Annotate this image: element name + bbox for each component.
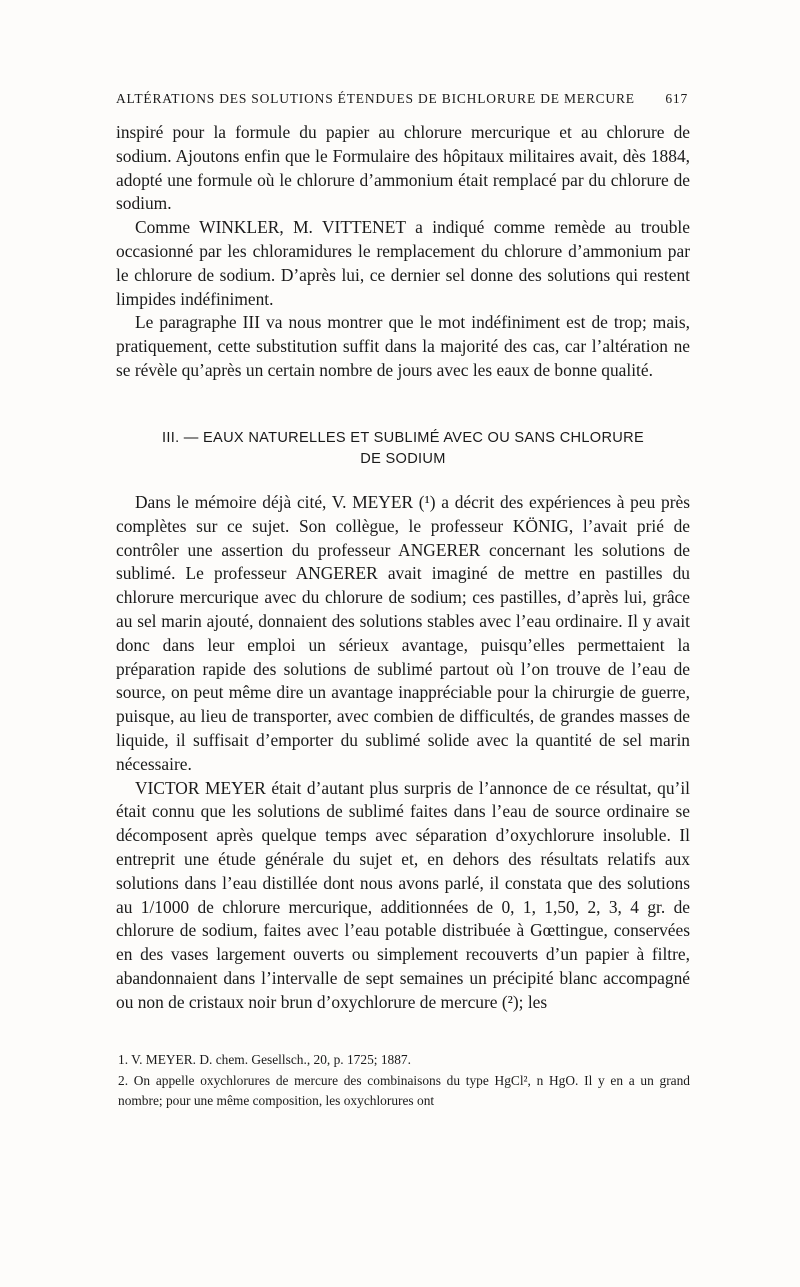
running-header [116,91,688,107]
paragraph: Le paragraphe III va nous montrer que le mot indéfiniment est de trop; mais, pratiquement, cette substitution suffit dans la majorité des cas, car l’altération ne se révèle qu’après un certain nombre de jours avec les eaux de bonne qualité. [116,312,690,380]
running-title: ALTÉRATIONS DES SOLUTIONS ÉTENDUES DE BICHLORURE DE MERCURE [116,91,635,106]
section-heading-line: III. — EAUX NATURELLES ET SUBLIMÉ AVEC OU SANS CHLORURE [162,430,644,446]
section-heading-line: DE SODIUM [360,451,446,467]
section-heading [116,428,690,470]
paragraph: Dans le mémoire déjà cité, V. MEYER (¹) a décrit des expériences à peu près complètes sur ce sujet. Son collègue, le professeur KÖNIG, l’avait prié de contrôler une assertion du professeur ANGERER concernant les solutions de sublimé. Le professeur ANGERER avait imaginé de mettre en pastilles du chlorure mercurique avec du chlorure de sodium; ces pastilles, d’après lui, grâce au sel marin ajouté, donnaient des solutions stables avec l’eau ordinaire. Il y avait donc dans leur emploi un sérieux avantage, puisqu’elles permettaient la préparation rapide des solutions de sublimé partout où l’on trouve de l’eau de source, on peut même dire un avantage inappréciable pour la chirurgie de guerre, puisque, au lieu de transporter, avec combien de difficultés, de grandes masses de liquide, il suffisait d’emporter du sublimé solide avec la quantité de sel marin nécessaire. [116,492,690,774]
page-number: 617 [665,91,688,106]
text-block-top [116,121,690,383]
paragraph: Comme WINKLER, M. VITTENET a indiqué comme remède au trouble occasionné par les chloramidures le remplacement du chlorure d’ammonium par le chlorure de sodium. D’après lui, ce dernier sel donne des solutions qui restent limpides indéfiniment. [116,217,690,309]
paragraph: inspiré pour la formule du papier au chlorure mercurique et au chlorure de sodium. Ajoutons enfin que le Formulaire des hôpitaux militaires avait, dès 1884, adopté une formule où le chlorure d’ammonium était remplacé par du chlorure de sodium. [116,122,690,214]
footnote: 1. V. MEYER. D. chem. Gesellsch., 20, p. 1725; 1887. [118,1052,411,1067]
footnote: 2. On appelle oxychlorures de mercure des combinaisons du type HgCl², n HgO. Il y en a un grand nombre; pour une même composition, les oxychlorures ont [118,1072,690,1108]
text-block-bottom [116,491,690,1015]
footnotes [112,1050,690,1112]
paragraph: VICTOR MEYER était d’autant plus surpris de l’annonce de ce résultat, qu’il était connu que les solutions de sublimé faites dans l’eau de source ordinaire se décomposent après quelque temps avec séparation d’oxychlorure insoluble. Il entreprit une étude générale du sujet et, en dehors des résultats relatifs aux solutions dans l’eau distillée dont nous avons parlé, il constata que des solutions au 1/1000 de chlorure mercurique, additionnées de 0, 1, 1,50, 2, 3, 4 gr. de chlorure de sodium, faites avec l’eau potable distribuée à Gœttingue, conservées en des vases largement ouverts ou simplement recouverts d’un papier à filtre, abandonnaient dans l’intervalle de sept semaines un précipité blanc accompagné ou non de cristaux noir brun d’oxychlorure de mercure (²); les [116,777,690,1012]
